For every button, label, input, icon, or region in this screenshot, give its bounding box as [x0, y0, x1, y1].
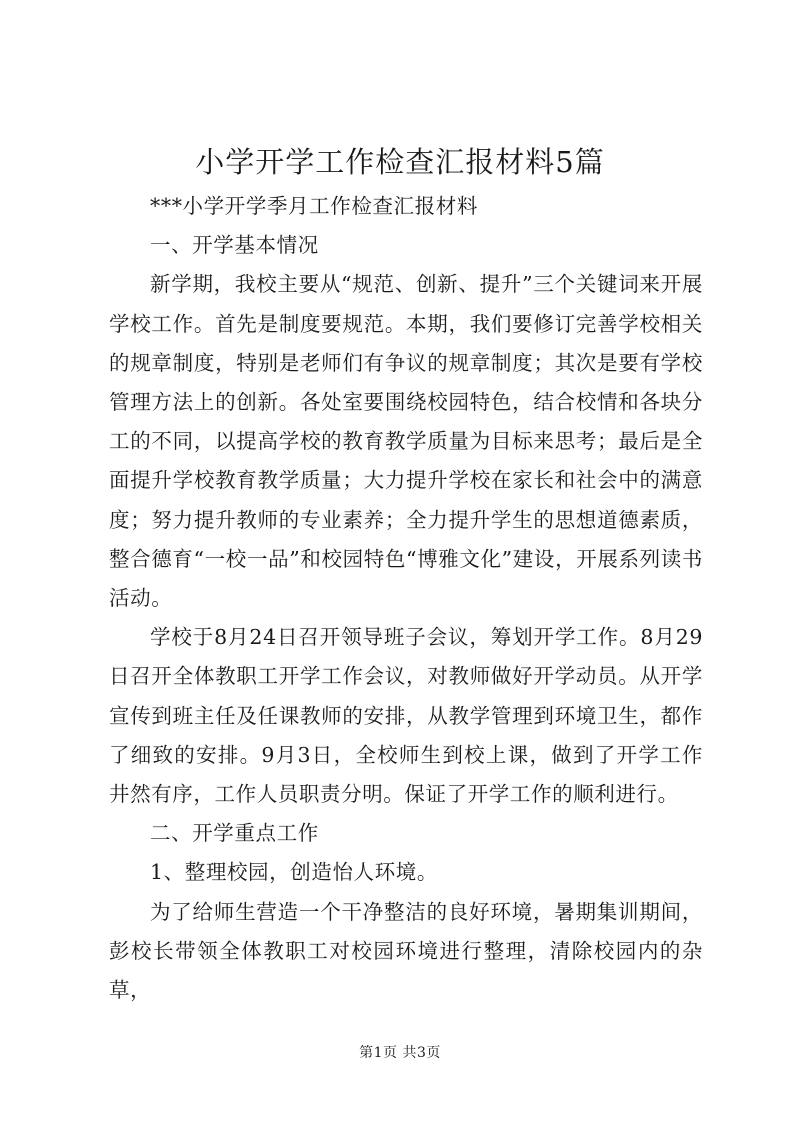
document-title: 小学开学工作检查汇报材料5篇 — [195, 145, 605, 179]
subtitle-paragraph: ***小学开学季月工作检查汇报材料 — [150, 194, 478, 218]
body-paragraph: 学校于8月24日召开领导班子会议，筹划开学工作。8月29日召开全体教职工开学工作会议，对教师做好开学动员。从开学宣传到班主任及任课教师的安排，从教学管理到环境卫生，都作了细致的安排。9月3日，全校师生到校上课，做到了开学工作井然有序，工作人员职责分明。保证了开学工作的顺利进行。 — [109, 625, 703, 807]
document-body — [109, 187, 703, 1010]
subsection-heading: 1、整理校园，创造怡人环境。 — [150, 860, 438, 885]
body-paragraph: 新学期，我校主要从“规范、创新、提升”三个关键词来开展学校工作。首先是制度要规范。本期，我们要修订完善学校相关的规章制度，特别是老师们有争议的规章制度；其次是要有学校管理方法上的创新。各处室要围绕校园特色，结合校情和各块分工的不同，以提高学校的教育教学质量为目标来思考；最后是全面提升学校教育教学质量；大力提升学校在家长和社会中的满意度；努力提升教师的专业素养；全力提升学生的思想道德素质，整合德育“一校一品”和校园特色“博雅文化”建设，开展系列读书活动。 — [109, 272, 703, 611]
section-heading-key-work: 二、开学重点工作 — [150, 821, 319, 846]
section-heading-basic-situation: 一、开学基本情况 — [150, 233, 319, 258]
page-footer: 第1页 共3页 — [359, 1045, 441, 1061]
body-paragraph: 为了给师生营造一个干净整洁的良好环境，暑期集训期间，彭校长带领全体教职工对校园环境进行整理，清除校园内的杂草， — [109, 899, 703, 1003]
